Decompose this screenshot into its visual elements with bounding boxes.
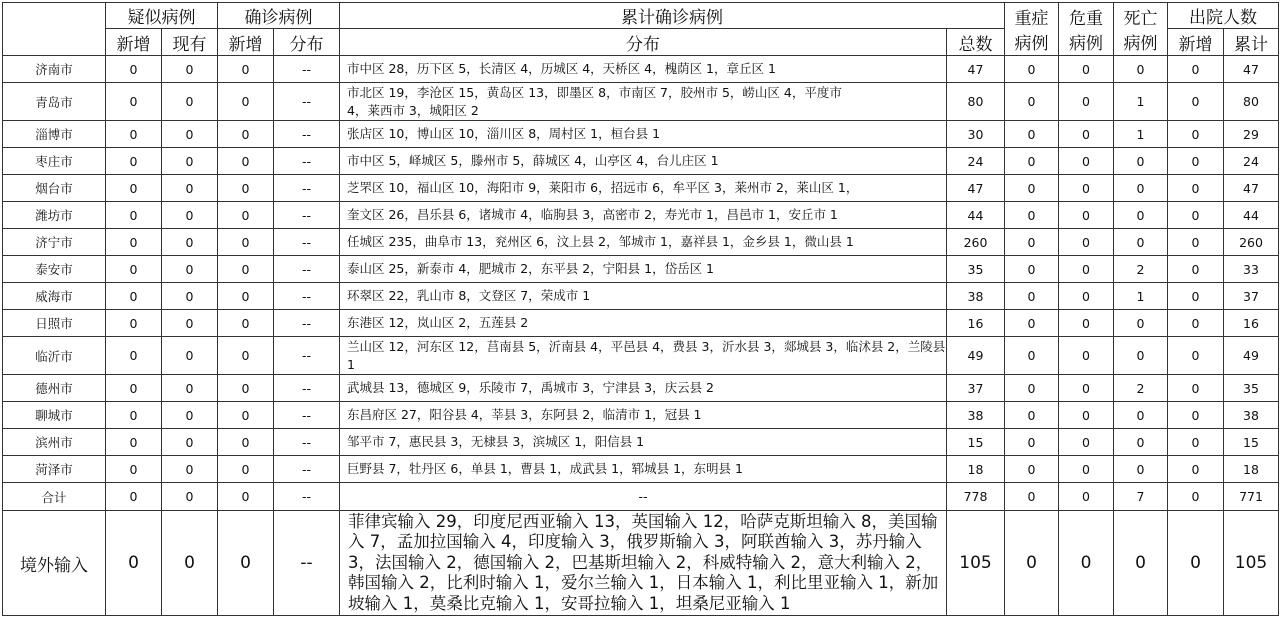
table-row: 烟台市 0 0 0 -- 芝罘区 10，福山区 10，海阳市 9，莱阳市 6，招远市 6，牟平区 3，莱州市 2，莱山区 1， 47 0 0 0 0 47 [3, 175, 1279, 202]
header-suspected-new: 新增 [106, 29, 162, 56]
city-name: 聊城市 [3, 402, 106, 429]
district-distribution: 芝罘区 10，福山区 10，海阳市 9，莱阳市 6，招远市 6，牟平区 3，莱州市 2，莱山区 1， [340, 175, 947, 202]
city-name: 泰安市 [3, 256, 106, 283]
city-name: 威海市 [3, 283, 106, 310]
district-distribution: 奎文区 26，昌乐县 6，诸城市 4，临朐县 3，高密市 2，寿光市 1，昌邑市 1，安丘市 1 [340, 202, 947, 229]
header-critical: 危重 病例 [1059, 3, 1114, 56]
header-suspected-current: 现有 [162, 29, 218, 56]
district-distribution: 张店区 10，博山区 10，淄川区 8，周村区 1，桓台县 1 [340, 121, 947, 148]
header-cumulative-distribution: 分布 [340, 29, 947, 56]
table-row: 菏泽市 0 0 0 -- 巨野县 7，牡丹区 6，单县 1，曹县 1，成武县 1，郓城县 1，东明县 1 18 0 0 0 0 18 [3, 456, 1279, 483]
district-distribution: 巨野县 7，牡丹区 6，单县 1，曹县 1，成武县 1，郓城县 1，东明县 1 [340, 456, 947, 483]
district-distribution: 市中区 28，历下区 5，长清区 4，历城区 4，天桥区 4，槐荫区 1，章丘区 1 [340, 56, 947, 83]
table-row: 日照市 0 0 0 -- 东港区 12，岚山区 2，五莲县 2 16 0 0 0 0 16 [3, 310, 1279, 337]
district-distribution: 邹平市 7，惠民县 3，无棣县 3，滨城区 1，阳信县 1 [340, 429, 947, 456]
header-cumulative: 累计确诊病例 [340, 3, 1005, 29]
table-row: 枣庄市 0 0 0 -- 市中区 5，峄城区 5，滕州市 5，薛城区 4，山亭区 4，台儿庄区 1 24 0 0 0 0 24 [3, 148, 1279, 175]
table-row: 泰安市 0 0 0 -- 泰山区 25，新泰市 4，肥城市 2，东平县 2，宁阳县 1，岱岳区 1 35 0 0 2 0 33 [3, 256, 1279, 283]
district-distribution: 任城区 235，曲阜市 13，兖州区 6，汶上县 2，邹城市 1，嘉祥县 1，金乡县 1，微山县 1 [340, 229, 947, 256]
import-row: 境外输入 0 0 0 -- 菲律宾输入 29，印度尼西亚输入 13，英国输入 12，哈萨克斯坦输入 8，美国输入 7，孟加拉国输入 4，印度输入 3，俄罗斯输入 3，阿联酋输入 3，苏丹输入 3，法国输入 2，德国输入 2，巴基斯坦输入 2，科威特输入 2，意大利输入 2，韩国输入 2，比利时输入 1，爱尔兰输入 1，日本输入 1，利比里亚输入 1，新加坡输入 1，莫桑比克输入 1，安哥拉输入 1，坦桑尼亚输入 1 105 0 0 0 0 105 [3, 511, 1279, 616]
city-name: 潍坊市 [3, 202, 106, 229]
table-row: 聊城市 0 0 0 -- 东昌府区 27，阳谷县 4，莘县 3，东阿县 2，临清市 1，冠县 1 38 0 0 0 0 38 [3, 402, 1279, 429]
table-row: 淄博市 0 0 0 -- 张店区 10，博山区 10，淄川区 8，周村区 1，桓台县 1 30 0 0 1 0 29 [3, 121, 1279, 148]
table-row: 临沂市 0 0 0 -- 兰山区 12，河东区 12，莒南县 5，沂南县 4，平邑县 4，费县 3，沂水县 3，郯城县 3，临沭县 2，兰陵县 1 49 0 0 0 0 49 [3, 337, 1279, 375]
header-confirmed-distribution: 分布 [274, 29, 340, 56]
city-name: 菏泽市 [3, 456, 106, 483]
header-discharged-total: 累计 [1224, 29, 1279, 56]
city-name: 烟台市 [3, 175, 106, 202]
import-distribution: 菲律宾输入 29，印度尼西亚输入 13，英国输入 12，哈萨克斯坦输入 8，美国输入 7，孟加拉国输入 4，印度输入 3，俄罗斯输入 3，阿联酋输入 3，苏丹输入 3，法国输入 2，德国输入 2，巴基斯坦输入 2，科威特输入 2，意大利输入 2，韩国输入 2，比利时输入 1，爱尔兰输入 1，日本输入 1，利比里亚输入 1，新加坡输入 1，莫桑比克输入 1，安哥拉输入 1，坦桑尼亚输入 1 [340, 511, 947, 616]
corner-cell [3, 3, 106, 56]
header-death: 死亡 病例 [1114, 3, 1168, 56]
total-row: 合计 0 0 0 -- -- 778 0 0 7 0 771 [3, 483, 1279, 511]
covid-stats-table [2, 2, 1279, 616]
district-distribution: 泰山区 25，新泰市 4，肥城市 2，东平县 2，宁阳县 1，岱岳区 1 [340, 256, 947, 283]
city-name: 临沂市 [3, 337, 106, 375]
city-name: 济宁市 [3, 229, 106, 256]
district-distribution: 环翠区 22，乳山市 8，文登区 7，荣成市 1 [340, 283, 947, 310]
city-name: 滨州市 [3, 429, 106, 456]
table-row: 潍坊市 0 0 0 -- 奎文区 26，昌乐县 6，诸城市 4，临朐县 3，高密市 2，寿光市 1，昌邑市 1，安丘市 1 44 0 0 0 0 44 [3, 202, 1279, 229]
city-name: 枣庄市 [3, 148, 106, 175]
table-row: 济南市 0 0 0 -- 市中区 28，历下区 5，长清区 4，历城区 4，天桥区 4，槐荫区 1，章丘区 1 47 0 0 0 0 47 [3, 56, 1279, 83]
import-label: 境外输入 [3, 511, 106, 616]
district-distribution: 东港区 12，岚山区 2，五莲县 2 [340, 310, 947, 337]
city-name: 济南市 [3, 56, 106, 83]
header-severe: 重症 病例 [1005, 3, 1059, 56]
header-discharged: 出院人数 [1168, 3, 1279, 29]
header-confirmed-new: 新增 [218, 29, 274, 56]
table-row: 济宁市 0 0 0 -- 任城区 235，曲阜市 13，兖州区 6，汶上县 2，邹城市 1，嘉祥县 1，金乡县 1，微山县 1 260 0 0 0 0 260 [3, 229, 1279, 256]
table-row: 滨州市 0 0 0 -- 邹平市 7，惠民县 3，无棣县 3，滨城区 1，阳信县 1 15 0 0 0 0 15 [3, 429, 1279, 456]
table-row: 青岛市 0 0 0 -- 市北区 19，李沧区 15，黄岛区 13，即墨区 8，市南区 7，胶州市 5，崂山区 4，平度市 4，莱西市 3，城阳区 2 80 0 0 1 0 80 [3, 83, 1279, 121]
table-row: 威海市 0 0 0 -- 环翠区 22，乳山市 8，文登区 7，荣成市 1 38 0 0 1 0 37 [3, 283, 1279, 310]
district-distribution: 武城县 13，德城区 9，乐陵市 7，禹城市 3，宁津县 3，庆云县 2 [340, 375, 947, 402]
district-distribution: 东昌府区 27，阳谷县 4，莘县 3，东阿县 2，临清市 1，冠县 1 [340, 402, 947, 429]
header-confirmed: 确诊病例 [218, 3, 340, 29]
district-distribution: 兰山区 12，河东区 12，莒南县 5，沂南县 4，平邑县 4，费县 3，沂水县 3，郯城县 3，临沭县 2，兰陵县 1 [340, 337, 947, 375]
district-distribution: 市北区 19，李沧区 15，黄岛区 13，即墨区 8，市南区 7，胶州市 5，崂山区 4，平度市 4，莱西市 3，城阳区 2 [340, 83, 947, 121]
city-name: 德州市 [3, 375, 106, 402]
table-row: 德州市 0 0 0 -- 武城县 13，德城区 9，乐陵市 7，禹城市 3，宁津县 3，庆云县 2 37 0 0 2 0 35 [3, 375, 1279, 402]
district-distribution: 市中区 5，峄城区 5，滕州市 5，薛城区 4，山亭区 4，台儿庄区 1 [340, 148, 947, 175]
header-cumulative-total: 总数 [947, 29, 1005, 56]
header-discharged-new: 新增 [1168, 29, 1224, 56]
total-label: 合计 [3, 483, 106, 511]
city-name: 淄博市 [3, 121, 106, 148]
city-name: 日照市 [3, 310, 106, 337]
header-suspected: 疑似病例 [106, 3, 218, 29]
city-name: 青岛市 [3, 83, 106, 121]
